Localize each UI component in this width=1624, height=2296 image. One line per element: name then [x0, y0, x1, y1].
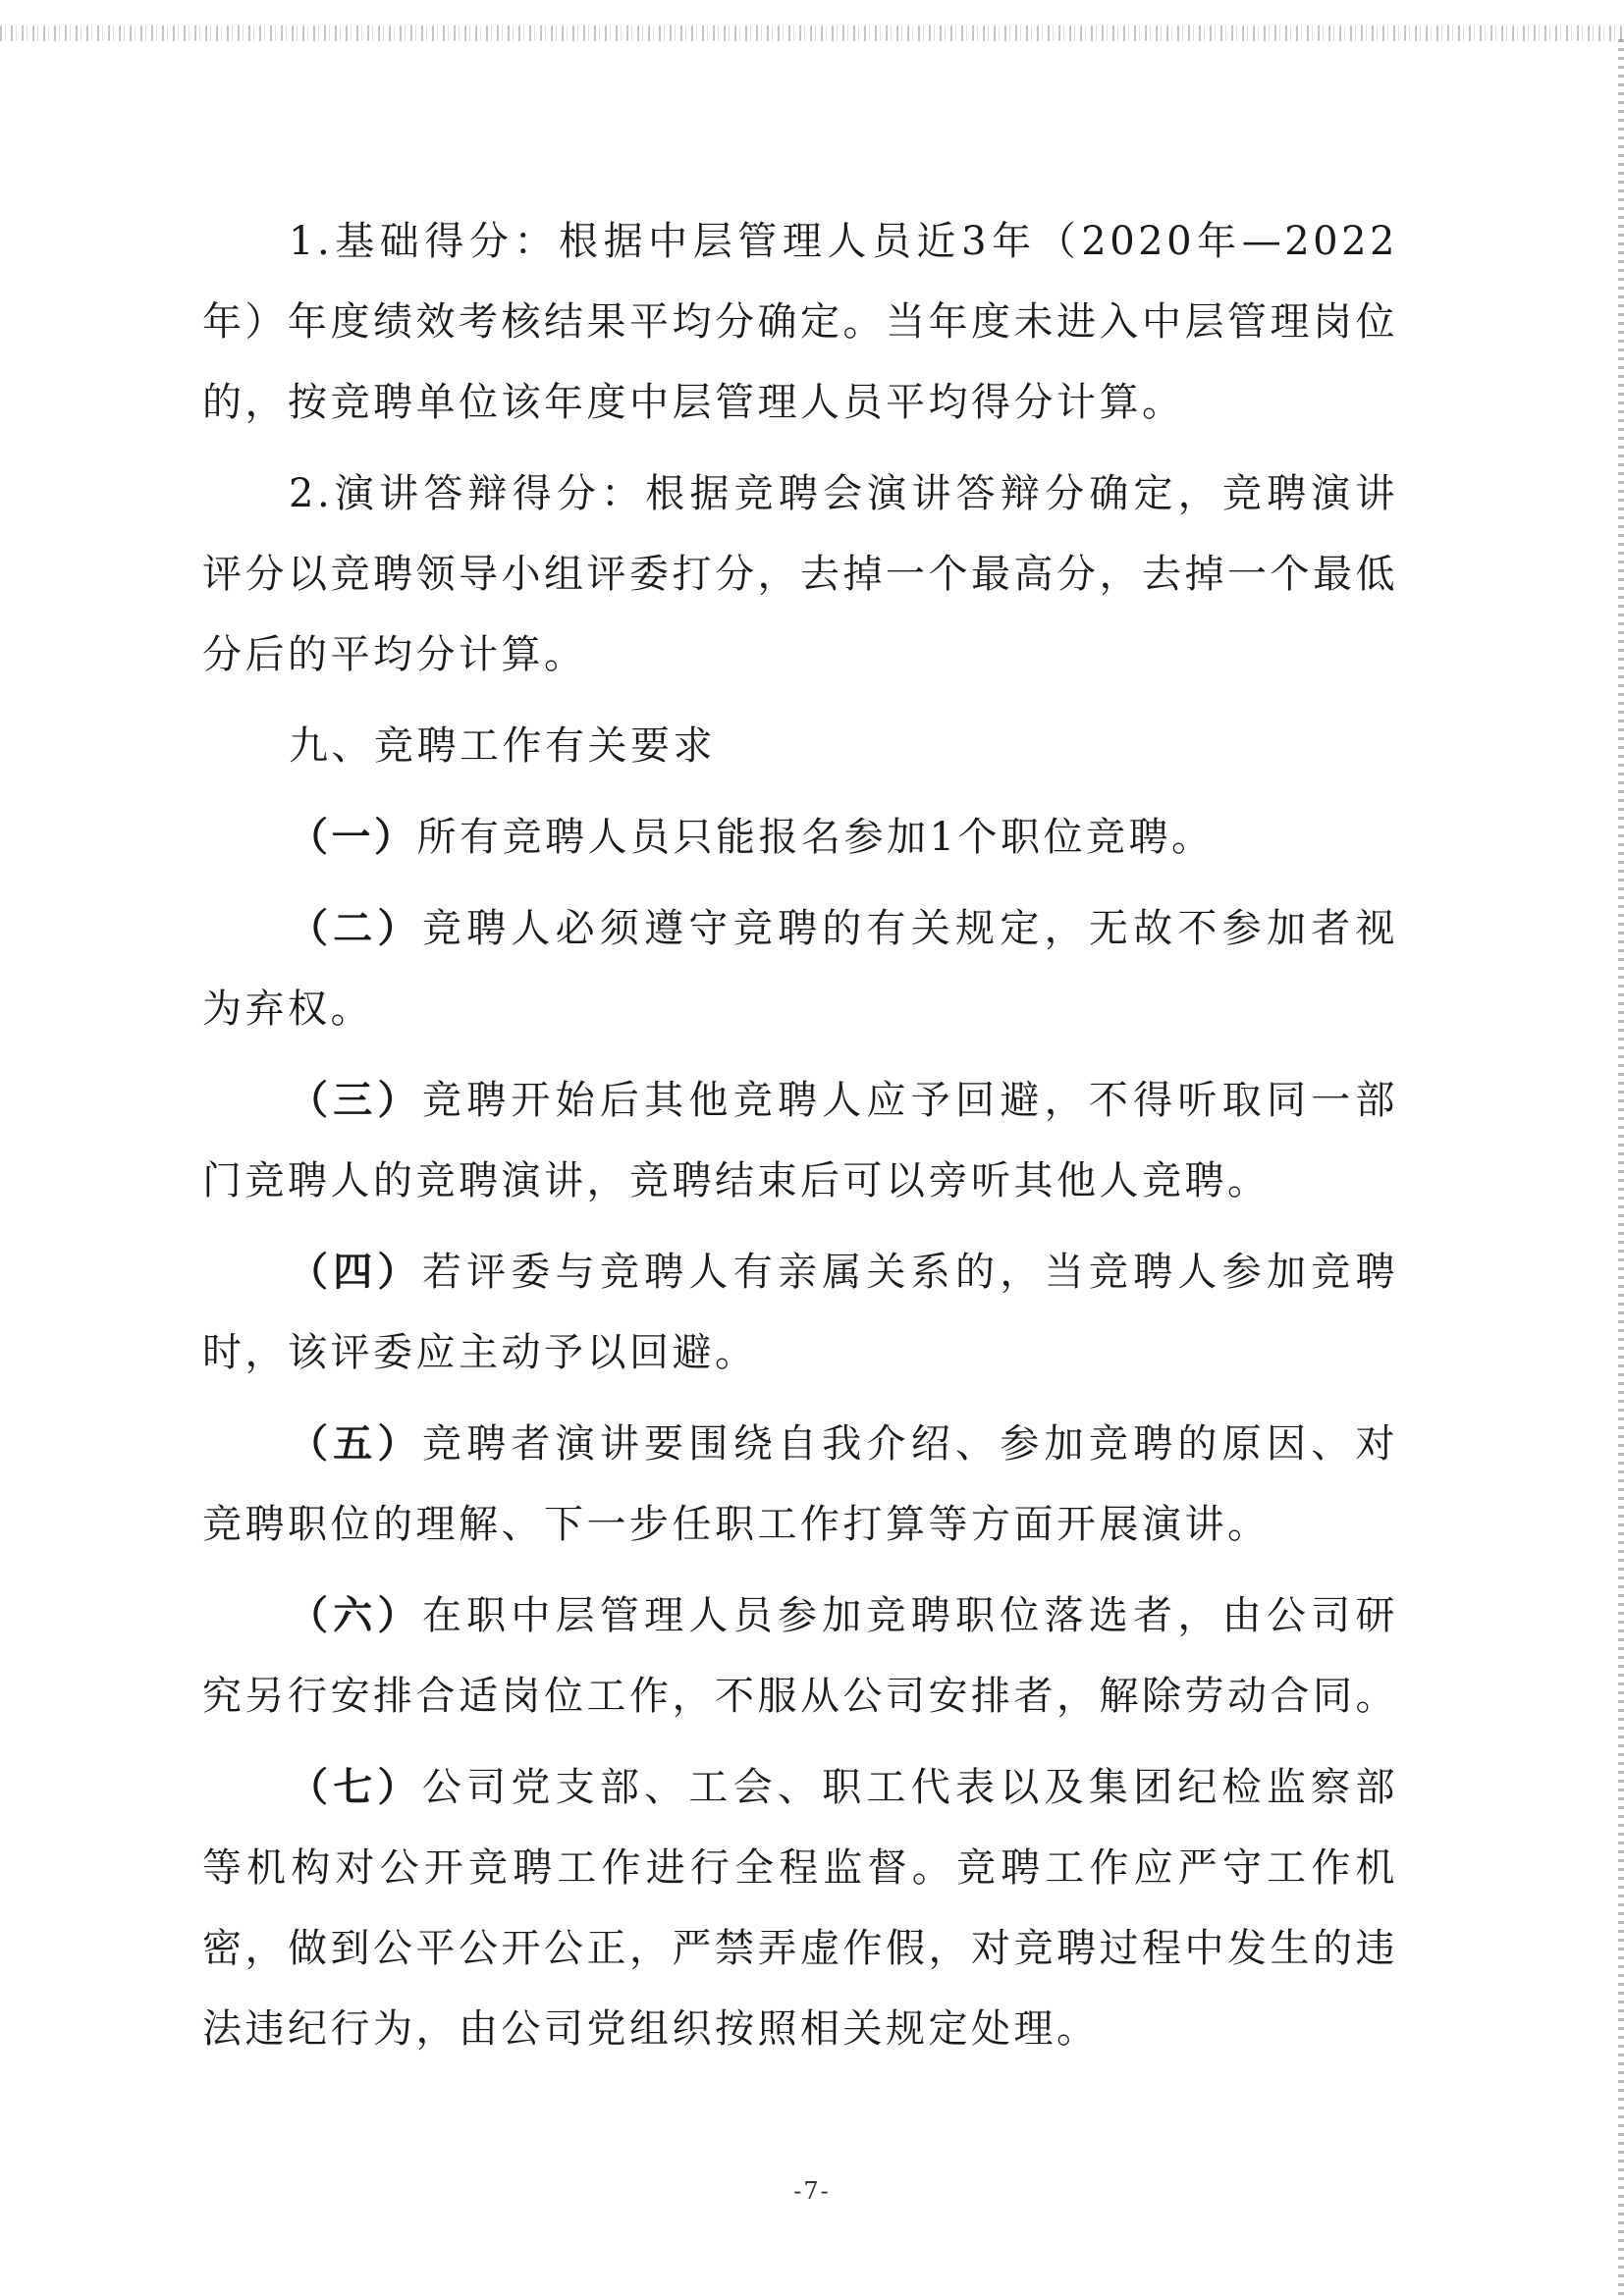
section-heading: 九、竞聘工作有关要求	[289, 723, 716, 769]
item-number: （四）	[289, 1250, 422, 1295]
requirement-item	[202, 1575, 1398, 1736]
paragraph-speech-score: 2.演讲答辩得分：根据竞聘会演讲答辩分确定，竞聘演讲评分以竞聘领导小组评委打分，去掉一个最高分，去掉一个最低分后的平均分计算。	[202, 471, 1398, 677]
item-number: （五）	[289, 1421, 422, 1467]
page-number: -7-	[793, 2177, 831, 2205]
scan-edge-top	[0, 26, 1624, 41]
item-text: 竞聘者演讲要围绕自我介绍、参加竞聘的原因、对竞聘职位的理解、下一步任职工作打算等方面开展演讲。	[202, 1421, 1398, 1547]
item-number: （一）	[289, 815, 417, 860]
item-text: 在职中层管理人员参加竞聘职位落选者，由公司研究另行安排合适岗位工作，不服从公司安排者，解除劳动合同。	[202, 1593, 1398, 1719]
requirement-item	[202, 888, 1398, 1049]
item-number: （三）	[289, 1078, 422, 1123]
paragraph-basic-score: 1.基础得分：根据中层管理人员近3年（2020年—2022年）年度绩效考核结果平均分确定。当年度未进入中层管理岗位的，按竞聘单位该年度中层管理人员平均得分计算。	[202, 219, 1398, 425]
document-body	[202, 201, 1398, 2080]
requirement-item	[202, 1404, 1398, 1565]
requirement-item	[202, 1232, 1398, 1393]
requirement-item	[202, 797, 1398, 878]
item-text: 若评委与竞聘人有亲属关系的，当竞聘人参加竞聘时，该评委应主动予以回避。	[202, 1250, 1398, 1375]
item-number: （六）	[289, 1593, 422, 1638]
item-number: （二）	[289, 906, 422, 951]
requirement-item	[202, 1060, 1398, 1221]
requirement-item	[202, 1747, 1398, 2069]
item-text: 竞聘开始后其他竞聘人应予回避，不得听取同一部门竞聘人的竞聘演讲，竞聘结束后可以旁听其他人竞聘。	[202, 1078, 1398, 1203]
item-text: 公司党支部、工会、职工代表以及集团纪检监察部等机构对公开竞聘工作进行全程监督。竞聘工作应严守工作机密，做到公平公开公正，严禁弄虚作假，对竞聘过程中发生的违法违纪行为，由公司党组织按照相关规定处理。	[202, 1765, 1398, 2052]
scan-edge-right	[1618, 39, 1624, 2296]
item-text: 所有竞聘人员只能报名参加1个职位竞聘。	[416, 815, 1215, 860]
item-text: 竞聘人必须遵守竞聘的有关规定，无故不参加者视为弃权。	[202, 906, 1398, 1032]
item-number: （七）	[289, 1765, 422, 1810]
